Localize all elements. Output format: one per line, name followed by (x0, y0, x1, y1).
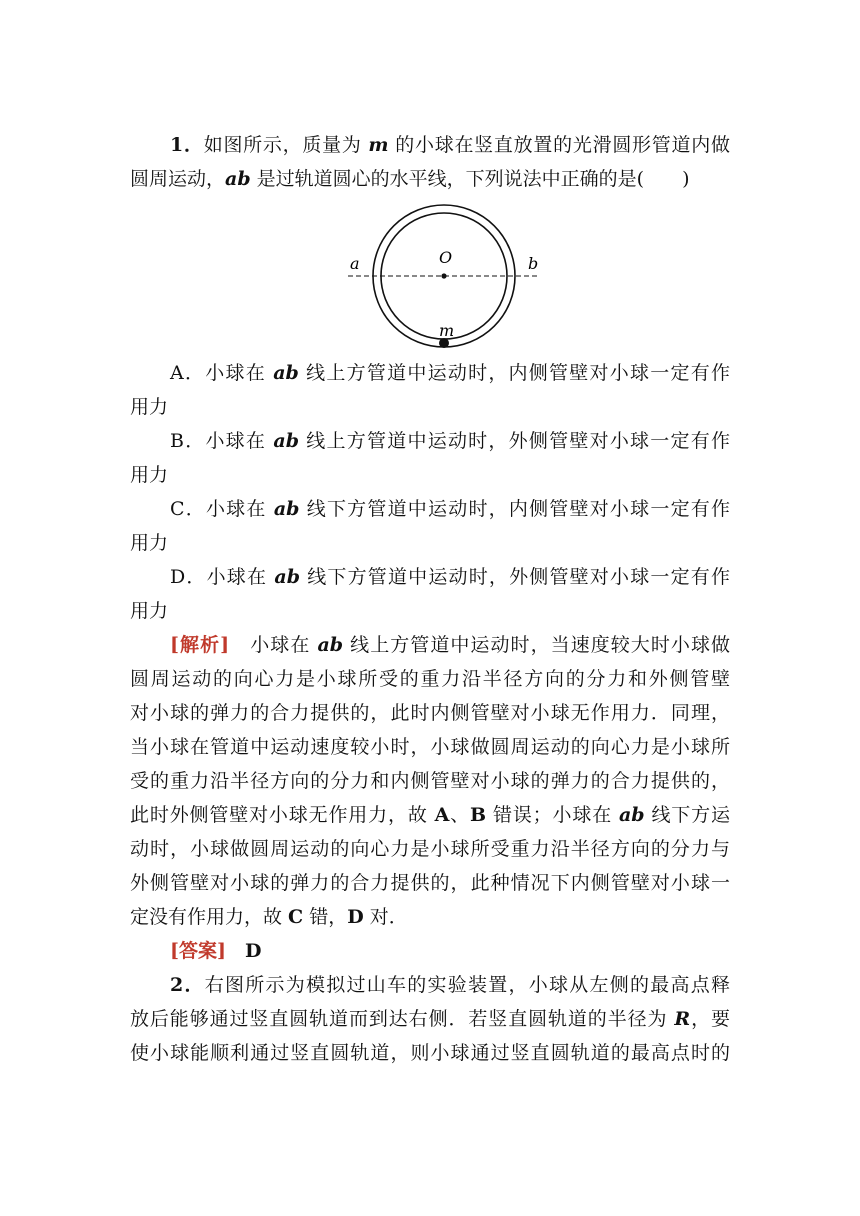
label-b: b (528, 254, 539, 273)
option-letter: D． (170, 566, 207, 588)
option-text: 小球在 (205, 362, 274, 384)
analysis-line-3: 对小球的弹力的合力提供的，此时内侧管壁对小球无作用力．同理， (130, 702, 730, 724)
var-ab: ab (317, 634, 344, 656)
option-text: 小球在 (205, 430, 274, 452)
option-c-cont: 用力 (130, 532, 169, 554)
q2-number: 2． (170, 974, 205, 996)
analysis-line-6 (130, 798, 730, 832)
var-ab: ab (618, 804, 645, 826)
option-text: 小球在 (206, 566, 275, 588)
analysis-text: 错误；小球在 (486, 804, 619, 826)
option-text: 线下方管道中运动时，外侧管壁对小球一定有作 (300, 566, 730, 588)
center-point-O (441, 273, 446, 278)
q1-stem-line-1 (130, 128, 730, 162)
option-d (130, 560, 730, 594)
analysis-text: 错， (303, 906, 348, 928)
q1-stem-text: 是过轨道圆心的水平线，下列说法中正确的是( ) (250, 168, 690, 190)
var-ab: ab (273, 362, 299, 384)
answer-value: D (245, 940, 262, 962)
option-ref-b: B (470, 804, 487, 826)
analysis-text: 定没有作用力，故 (130, 906, 289, 928)
var-ab: ab (273, 498, 300, 520)
q1-number: 1． (170, 134, 204, 156)
option-ref-c: C (288, 906, 304, 928)
option-b (130, 424, 730, 458)
q2-line-3: 使小球能顺利通过竖直圆轨道，则小球通过竖直圆轨道的最高点时的 (130, 1042, 730, 1064)
analysis-line-9 (130, 900, 730, 934)
analysis-line-7: 动时，小球做圆周运动的向心力是小球所受重力沿半径方向的分力与 (130, 838, 730, 860)
var-m: m (368, 134, 389, 156)
option-d-cont: 用力 (130, 600, 169, 622)
analysis-text: 小球在 (229, 634, 318, 656)
option-letter: A． (170, 362, 206, 384)
option-ref-a: A (434, 804, 450, 826)
q1-stem-text: 如图所示，质量为 (203, 134, 369, 156)
document-page (130, 128, 730, 1070)
analysis-text: 、 (449, 804, 471, 826)
q2-text: ，要 (690, 1008, 730, 1030)
option-c (130, 492, 730, 526)
analysis-line-2: 圆周运动的向心力是小球所受的重力沿半径方向的分力和外侧管壁 (130, 668, 730, 690)
option-text: 线上方管道中运动时，外侧管壁对小球一定有作 (299, 430, 730, 452)
q2-line-1 (130, 968, 730, 1002)
var-ab: ab (274, 566, 301, 588)
option-b-cont: 用力 (130, 464, 169, 486)
analysis-line-8: 外侧管壁对小球的弹力的合力提供的，此种情况下内侧管壁对小球一 (130, 872, 730, 894)
option-letter: B． (170, 430, 206, 452)
analysis-line-5: 受的重力沿半径方向的分力和内侧管壁对小球的弹力的合力提供的， (130, 770, 730, 792)
circular-tube-diagram (130, 196, 730, 356)
analysis-text: 对． (363, 906, 408, 928)
var-R: R (674, 1008, 691, 1030)
analysis-text: 此时外侧管壁对小球无作用力，故 (130, 804, 435, 826)
option-text: 线上方管道中运动时，内侧管壁对小球一定有作 (298, 362, 730, 384)
analysis-line-1 (130, 628, 730, 662)
analysis-line-4: 当小球在管道中运动速度较小时，小球做圆周运动的向心力是小球所 (130, 736, 730, 758)
q1-stem-text: 圆周运动， (130, 168, 226, 190)
analysis-text: 线下方运 (644, 804, 730, 826)
q2-text: 右图所示为模拟过山车的实验装置，小球从左侧的最高点释 (204, 974, 730, 996)
option-a-cont: 用力 (130, 396, 169, 418)
var-ab: ab (273, 430, 300, 452)
label-a: a (350, 254, 360, 273)
q1-stem-line-2 (130, 162, 730, 196)
q1-stem-text: 的小球在竖直放置的光滑圆形管道内做 (388, 134, 730, 156)
var-ab: ab (225, 168, 251, 190)
option-a (130, 356, 730, 390)
option-text: 线下方管道中运动时，内侧管壁对小球一定有作 (299, 498, 730, 520)
q2-text: 放后能够通过竖直圆轨道而到达右侧．若竖直圆轨道的半径为 (130, 1008, 675, 1030)
analysis-text: 线上方管道中运动时，当速度较大时小球做 (343, 634, 730, 656)
option-letter: C． (170, 498, 206, 520)
analysis-tag: [解析] (170, 634, 230, 656)
answer-tag: [答案] (170, 940, 226, 962)
option-text: 小球在 (205, 498, 274, 520)
circular-tube-figure (130, 196, 730, 356)
label-O: O (439, 248, 453, 267)
q2-line-2 (130, 1002, 730, 1036)
answer-line (130, 934, 730, 968)
label-m: m (439, 321, 455, 340)
option-ref-d: D (347, 906, 364, 928)
